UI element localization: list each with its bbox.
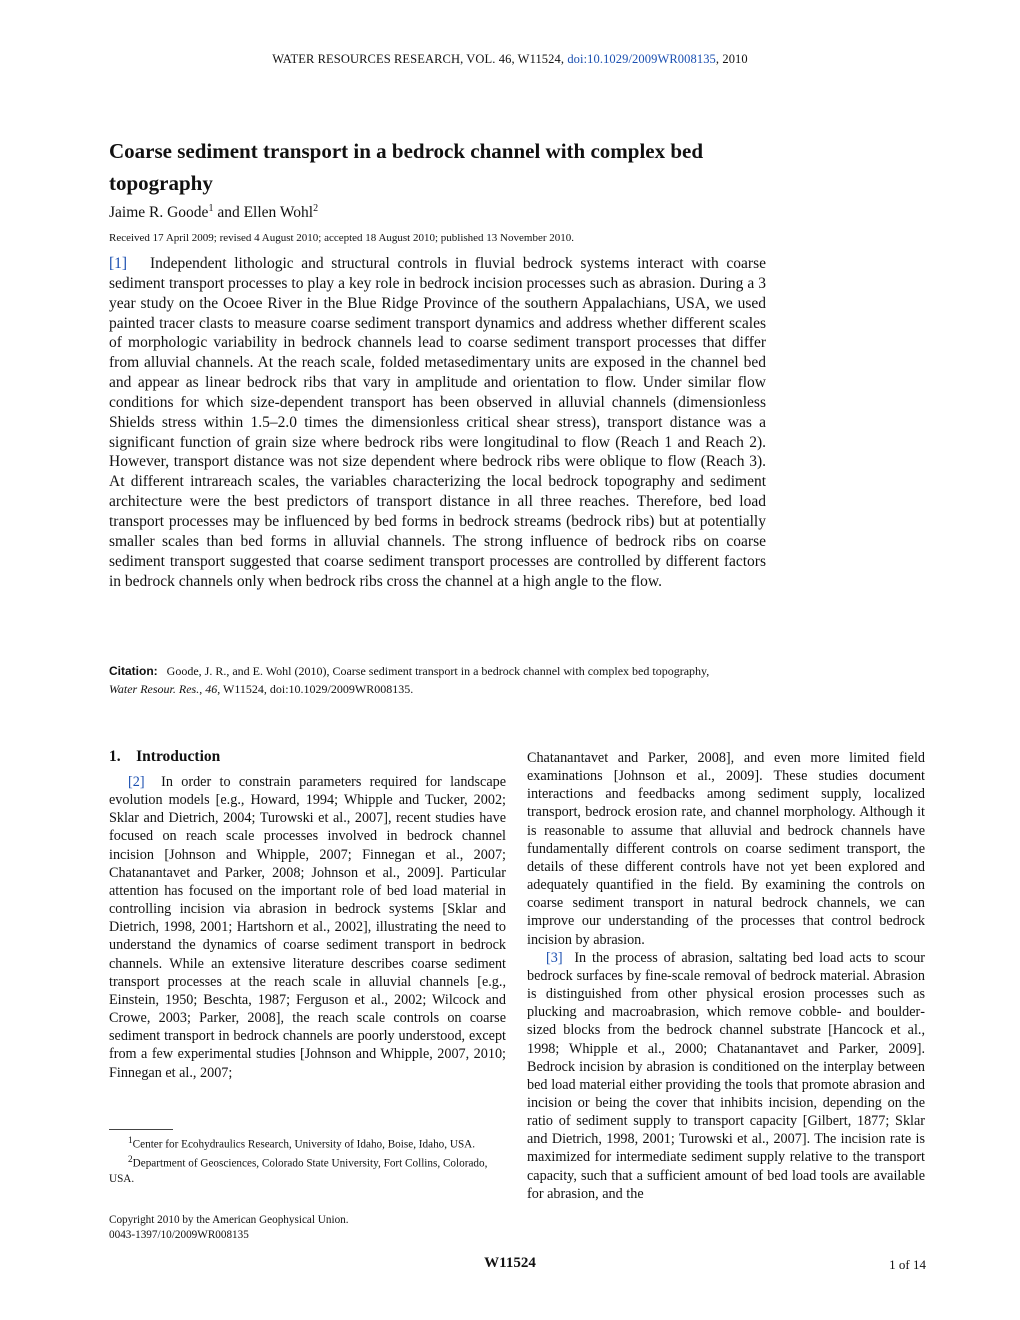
citation-separator: , [199,682,203,696]
footnote-rule [109,1129,173,1130]
paragraph-3-marker[interactable]: [3] [546,949,563,966]
section-heading [109,748,220,766]
copyright [109,1213,349,1243]
paragraph-3-text: In the process of abrasion, saltating bed load acts to scour bedrock surfaces by fine‐scale removal of bedrock material. Abrasion is distinguished from other physical erosion processes such as plucking and macroabrasion, which remove cobble‐ and boulder‐sized blocks from the bedrock channel substrate [Hancock et al., 1998; Whipple et al., 2000; Chatanantavet and Parker, 2009]. Bedrock incision by abrasion is conditioned on the interplay between bed load material either providing the tools that promote abrasion and incision or being the cover that inhibits incision, depending on the ratio of sediment supply to transport capacity [Gilbert, 1877; Sklar and Dietrich, 1998, 2001; Turowski et al., 2007]. The incision rate is maximized for intermediate sediment supply relative to the transport capacity, such that a sufficient amount of bed load tools are available for abrasion, and the [527,949,926,1202]
footnote-2-text: Department of Geosciences, Colorado State University, Fort Collins, Colorado, USA. [109,1157,488,1186]
author-1-affiliation-mark: 1 [208,203,214,214]
footnote-1-text: Center for Ecohydraulics Research, University of Idaho, Boise, Idaho, USA. [132,1138,476,1151]
paragraph-3 [527,949,925,1203]
footnotes [109,1134,506,1188]
footnote-2 [109,1153,506,1188]
citation-text: Goode, J. R., and E. Wohl (2010), Coarse sediment transport in a bedrock channel with complex bed topography, [166,664,710,678]
abstract [109,254,766,591]
header-year: , 2010 [715,52,748,66]
author-2-affiliation-mark: 2 [313,203,319,214]
section-number: 1. [109,748,121,765]
citation-volume: 46 [205,682,218,696]
page-number: 1 of 14 [889,1257,926,1272]
author-list [109,203,318,222]
author-1: Jaime R. Goode [109,204,209,222]
abstract-text: Independent lithologic and structural controls in fluvial bedrock systems interact with coarse sediment transport processes to play a key role in bedrock incision processes such as abrasion. During a 3 year study on the Ocoee River in the Blue Ridge Province of the southern Appalachians, USA, we used painted tracer clasts to measure coarse sediment transport dynamics and address whether different scales of morphologic variability in bedrock channels lead to coarse sediment transport processes that differ from alluvial channels. At the reach scale, folded metasedimentary units are exposed in the channel bed and appear as linear bedrock ribs that vary in amplitude and orientation to flow. Under similar flow conditions for which size‐dependent transport has been observed in alluvial channels (dimensionless Shields stress within 1.5–2.0 times the dimensionless critical shear stress), transport distance was a significant function of grain size where bedrock ribs were longitudinal to flow (Reach 1 and Reach 2). However, transport distance was not size dependent where bedrock ribs were oblique to flow (Reach 3). At different intrareach scales, the variables characterizing the local bedrock topography and sediment architecture were the best predictors of transport distance in all three reaches. Therefore, bed load transport processes may be influenced by bed forms in bedrock streams (bedrock ribs) but at potentially smaller scales than bed forms in alluvial channels. The strong influence of bedrock ribs on coarse sediment transport suggested that coarse sediment transport processes are controlled by different factors in bedrock channels only when bedrock ribs cross the channel at a high angle to the flow. [109,255,767,590]
running-head [0,52,1020,67]
paragraph-2-text: In order to constrain parameters required for landscape evolution models [e.g., Howard, 1994; Whipple and Tucker, 2002; Sklar and Dietrich, 2004; Turowski et al., 2007], recent studies have focused on reach scale processes involved in bedrock channel incision [Johnson and Whipple, 2007; Finnegan et al., 2007; Chatanantavet and Parker, 2008; Johnson et al., 2009]. Particular attention has focused on the important role of bed load material in controlling incision via abrasion in bedrock systems [Sklar and Dietrich, 1998, 2001; Hartshorn et al., 2002], illustrating the need to understand the dynamics of coarse sediment transport in bedrock channels. While an extensive literature describes coarse sediment transport processes at the reach scale in alluvial channels [e.g., Einstein, 1950; Beschta, 1987; Ferguson et al., 2002; Wilcock and Crowe, 2003; Parker, 2008], the reach scale controls on coarse sediment transport in bedrock channels are poorly understood, except from a few experimental studies [Johnson and Whipple, 2007, 2010; Finnegan et al., 2007; [109,774,507,1081]
paragraph-2 [109,773,506,1082]
footnote-2-mark: 2 [128,1155,133,1166]
citation-journal: Water Resour. Res. [109,682,200,696]
article-title: Coarse sediment transport in a bedrock channel with complex bed topography [109,139,704,195]
copyright-line: Copyright 2010 by the American Geophysical Union. [109,1214,349,1226]
article-id: W11524 [484,1255,536,1271]
author-joiner: and [213,204,244,222]
paragraph-2-continued: Chatanantavet and Parker, 2008], and even more limited field examinations [Johnson et al., 2009]. These studies document interactions and feedbacks among sediment supply, localized transport, bedrock erosion rate, and channel morphology. Although it is reasonable to assume that alluvial and bedrock channels have fundamentally different controls on coarse sediment transport, the details of these different controls have not yet been explored and adequately quantified in the field. By examining the controls on coarse sediment transport in natural bedrock channels, we can improve our understanding of the processes that control bedrock incision by abrasion. [527,750,925,948]
citation [109,662,889,698]
abstract-paragraph-marker[interactable]: [1] [109,255,128,272]
citation-tail: , W11524, doi:10.1029/2009WR008135. [217,682,414,696]
left-column [109,773,506,1082]
footnote-1-mark: 1 [128,1136,133,1146]
received-dates: Received 17 April 2009; revised 4 August 2010; accepted 18 August 2010; published 13 November 2010. [109,232,574,244]
right-column [527,749,925,1203]
citation-label: Citation: [109,664,158,678]
paragraph-2-marker[interactable]: [2] [128,774,145,790]
issn-line: 0043‐1397/10/2009WR008135 [109,1229,249,1241]
author-2: Ellen Wohl [243,204,314,222]
journal-info: WATER RESOURCES RESEARCH, VOL. 46, W11524, [272,52,565,66]
footnote-1 [109,1134,506,1153]
section-title: Introduction [136,748,221,765]
doi-link[interactable]: doi:10.1029/2009WR008135 [567,52,716,66]
